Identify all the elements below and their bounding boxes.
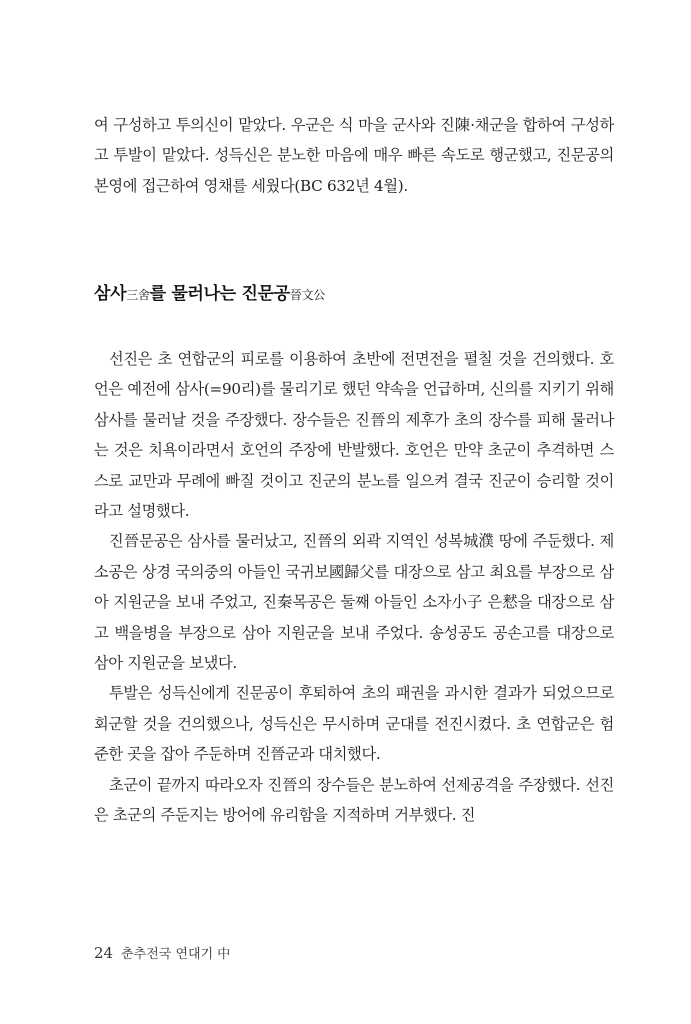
paragraph-3: 투발은 성득신에게 진문공이 후퇴하여 초의 패권을 과시한 결과가 되었으므로 회군할 것을 건의했으나, 성득신은 무시하며 군대를 전진시켰다. 초 연합군은 험준한 곳을 잡아 주둔하며 진晉군과 대치했다. (94, 684, 614, 764)
section-heading (94, 280, 325, 309)
heading-hanja-1: 三舍 (126, 288, 150, 302)
heading-hanja-2: 晉文公 (289, 288, 325, 302)
section-body (94, 344, 614, 831)
paragraph-text: 여 구성하고 투의신이 맡았다. 우군은 식 마을 군사와 진陳·채군을 합하여 구성하고 투발이 맡았다. 성득신은 분노한 마음에 매우 빠른 속도로 행군했고, 진문공의 본영에 접근하여 영채를 세웠다(BC 632년 4월). (94, 116, 614, 195)
page-footer (94, 943, 230, 965)
paragraph-continued (94, 110, 614, 201)
heading-text-1: 삼사 (94, 284, 127, 304)
book-title: 춘추전국 연대기 中 (121, 947, 231, 962)
paragraph-4: 초군이 끝까지 따라오자 진晉의 장수들은 분노하여 선제공격을 주장했다. 선진은 초군의 주둔지는 방어에 유리함을 지적하며 거부했다. 진 (94, 775, 614, 825)
paragraph-2: 진晉문공은 삼사를 물러났고, 진晉의 외곽 지역인 성복城濮 땅에 주둔했다. 제소공은 상경 국의중의 아들인 국귀보國歸父를 대장으로 삼고 최요를 부장으로 삼아 지원군을 보내 주었고, 진秦목공은 둘째 아들인 소자小子 은慭을 대장으로 삼고 백을병을 부장으로 삼아 지원군을 보내 주었다. 송성공도 공손고를 대장으로 삼아 지원군을 보냈다. (94, 532, 614, 673)
heading-text-2: 를 물러나는 진문공 (149, 284, 290, 304)
page-number: 24 (94, 944, 114, 962)
paragraph-1: 선진은 초 연합군의 피로를 이용하여 초반에 전면전을 펼칠 것을 건의했다. 호언은 예전에 삼사(=90리)를 물리기로 했던 약속을 언급하며, 신의를 지키기 위해 삼사를 물러날 것을 주장했다. 장수들은 진晉의 제후가 초의 장수를 피해 물러나는 것은 치욕이라면서 호언의 주장에 반발했다. 호언은 만약 초군이 추격하면 스스로 교만과 무례에 빠질 것이고 진군의 분노를 일으켜 결국 진군이 승리할 것이라고 설명했다. (94, 350, 614, 521)
